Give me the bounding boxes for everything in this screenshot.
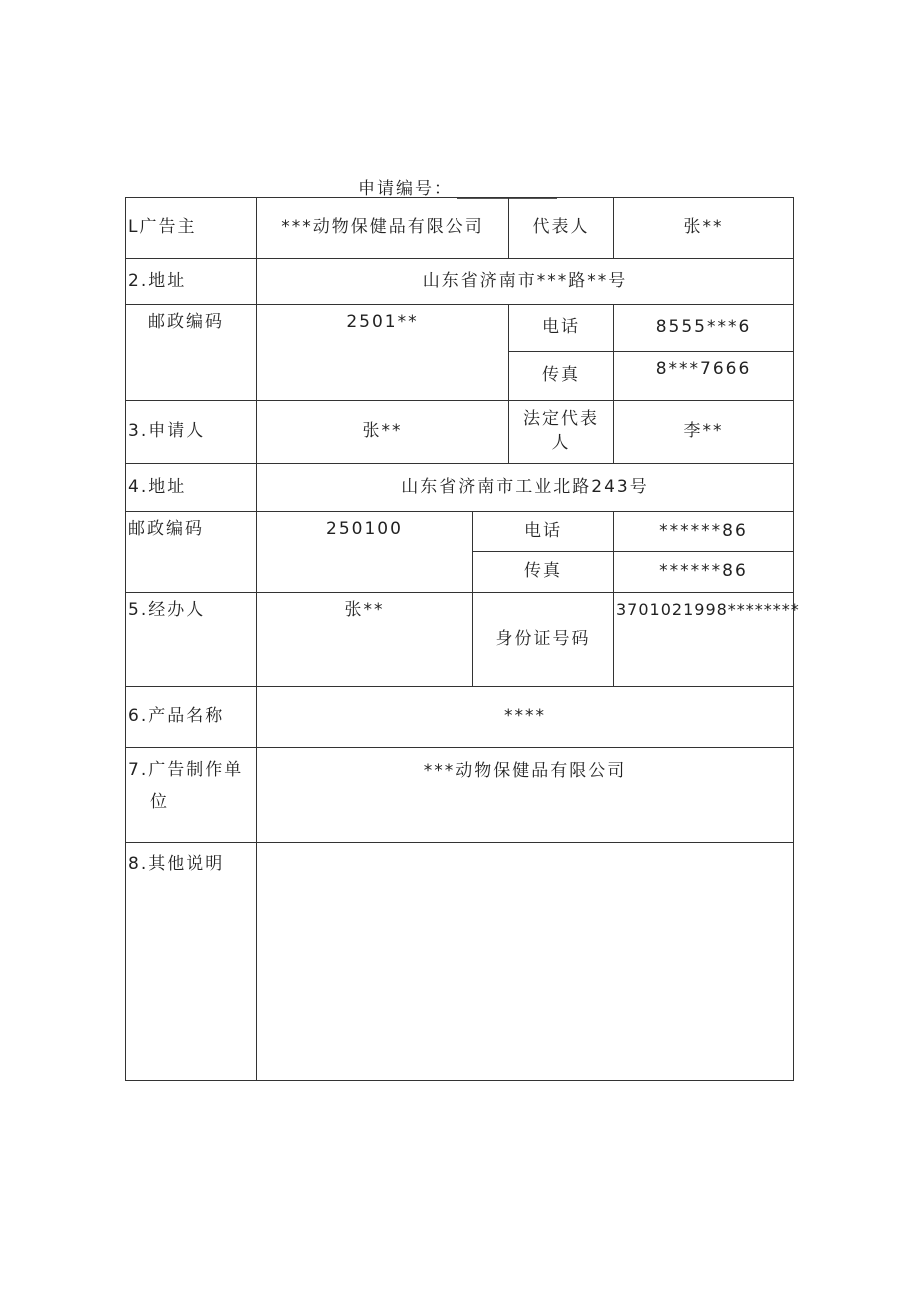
- ad-producer-value[interactable]: ***动物保健品有限公司: [257, 748, 794, 843]
- phone-2-value[interactable]: ******86: [614, 512, 794, 552]
- representative-value[interactable]: 张**: [614, 198, 794, 259]
- product-label: 6.产品名称: [126, 687, 257, 748]
- applicant-value[interactable]: 张**: [257, 401, 509, 464]
- applicant-label: 3.申请人: [126, 401, 257, 464]
- fax-1-value[interactable]: 8***7666: [614, 352, 794, 401]
- address-1-label: 2.地址: [126, 259, 257, 305]
- fax-2-label: 传真: [473, 552, 614, 593]
- postal-code-2-label: 邮政编码: [126, 512, 257, 593]
- id-number-value[interactable]: 3701021998********: [614, 593, 794, 687]
- fax-2-value[interactable]: ******86: [614, 552, 794, 593]
- handler-value[interactable]: 张**: [257, 593, 473, 687]
- row-postal-phone-2: [126, 512, 794, 552]
- other-notes-value[interactable]: [257, 843, 794, 1081]
- handler-label: 5.经办人: [126, 593, 257, 687]
- other-notes-label: 8.其他说明: [126, 843, 257, 1081]
- legal-representative-label: [509, 401, 614, 464]
- id-number-label: 身份证号码: [473, 593, 614, 687]
- row-address-2: [126, 464, 794, 512]
- legal-representative-value[interactable]: 李**: [614, 401, 794, 464]
- fax-1-label: 传真: [509, 352, 614, 401]
- ad-producer-label-line1: 7.广告制作单: [128, 760, 244, 780]
- application-form-table: [125, 197, 800, 1081]
- product-value[interactable]: ****: [257, 687, 794, 748]
- row-address-1: [126, 259, 794, 305]
- row-handler: [126, 593, 794, 687]
- postal-code-1-label: 邮政编码: [126, 305, 257, 401]
- phone-1-label: 电话: [509, 305, 614, 352]
- advertiser-value[interactable]: ***动物保健品有限公司: [257, 198, 509, 259]
- address-2-value[interactable]: 山东省济南市工业北路243号: [257, 464, 794, 512]
- phone-2-label: 电话: [473, 512, 614, 552]
- representative-label: 代表人: [509, 198, 614, 259]
- legal-representative-label-line1: 法定代表: [523, 409, 599, 430]
- row-advertiser: [126, 198, 794, 259]
- phone-1-value[interactable]: 8555***6: [614, 305, 794, 352]
- legal-representative-label-line2: 人: [551, 433, 571, 453]
- address-2-label: 4.地址: [126, 464, 257, 512]
- row-applicant: [126, 401, 794, 464]
- row-product: [126, 687, 794, 748]
- address-1-value[interactable]: 山东省济南市***路**号: [257, 259, 794, 305]
- postal-code-2-value[interactable]: 250100: [257, 512, 473, 593]
- application-number-label: 申请编号：: [358, 179, 453, 199]
- ad-producer-label: [126, 748, 257, 843]
- row-ad-producer: [126, 748, 794, 843]
- advertiser-label: L广告主: [126, 198, 257, 259]
- row-postal-phone-1: [126, 305, 794, 352]
- row-other-notes: [126, 843, 794, 1081]
- postal-code-1-value[interactable]: 2501**: [257, 305, 509, 401]
- application-number: [358, 174, 557, 199]
- ad-producer-label-line2: 位: [150, 792, 169, 813]
